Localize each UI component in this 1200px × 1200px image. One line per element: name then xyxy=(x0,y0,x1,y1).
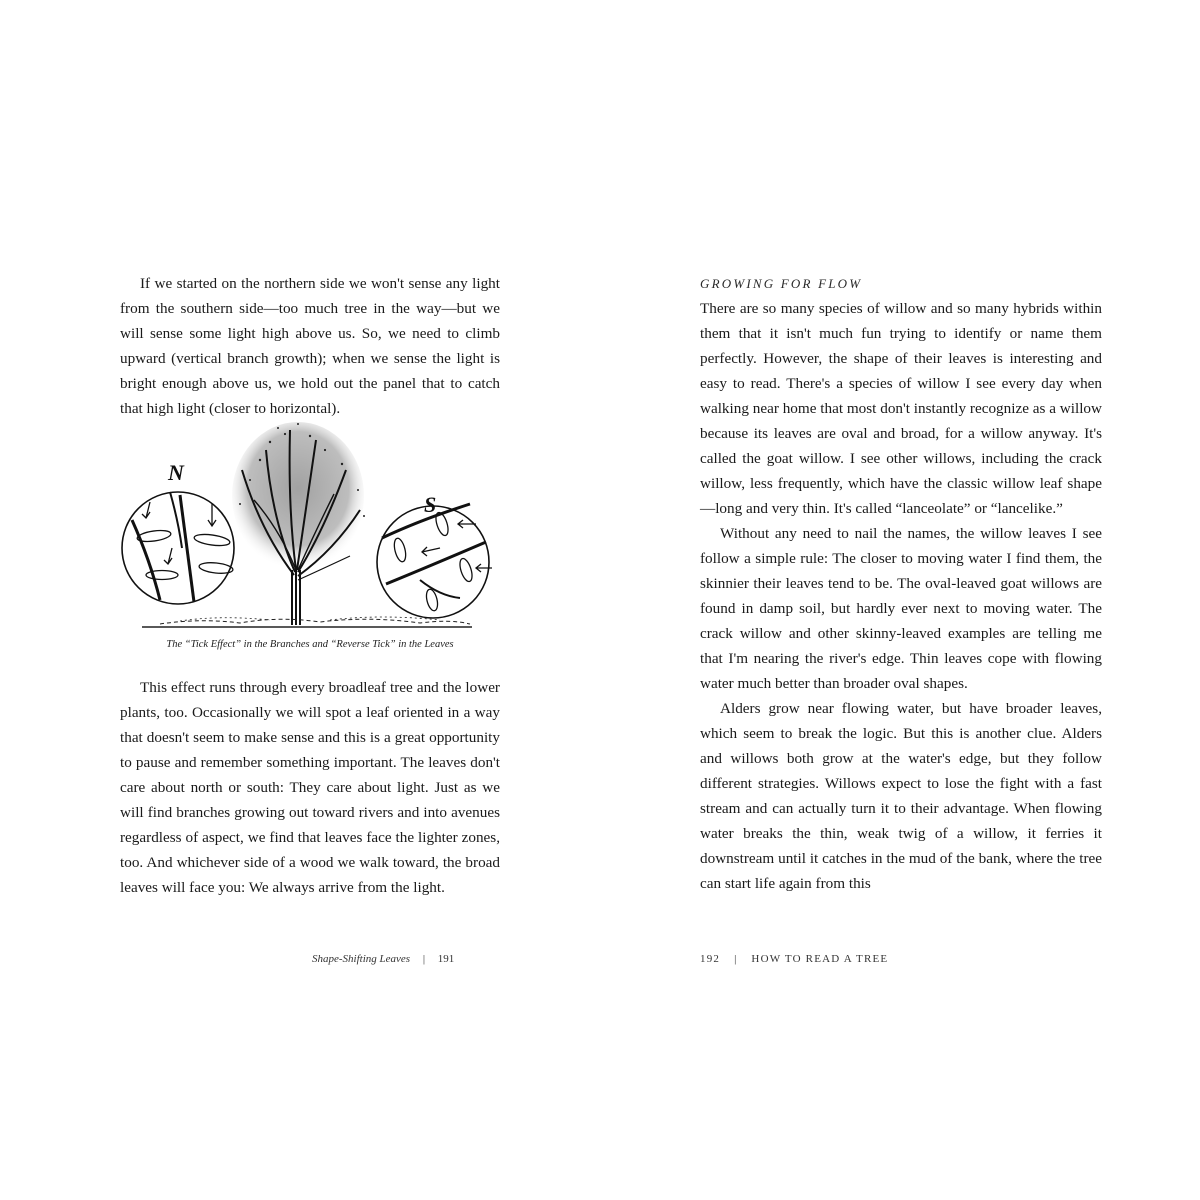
left-page-footer xyxy=(312,953,454,965)
right-paragraph-1: There are so many species of willow and so many hybrids within them that it isn't much fun trying to identify or name them perfectly. However, the shape of their leaves is interesting and easy to read. There's a species of willow I see every day when walking near home that most don't instantly recognize as a willow because its leaves are oval and broad, for a willow anyway. It's called the goat willow. I see other willows, including the crack willow, less frequently, which have the classic willow leaf shape—long and very thin. It's called “lanceolate” or “lancelike.” xyxy=(700,300,1102,517)
south-leaf-circle xyxy=(377,504,492,618)
section-heading: GROWING FOR FLOW xyxy=(700,276,863,291)
left-paragraph-1: If we started on the northern side we won't sense any light from the southern side—too much tree in the way—but we will sense some light high above us. So, we need to climb upward (vertical branch growth); when we sense the light is bright enough above us, we hold out the panel that to catch that high light (closer to horizontal). xyxy=(120,275,500,417)
ground-line xyxy=(142,617,472,627)
south-label: S xyxy=(424,492,437,517)
right-page-footer xyxy=(700,953,888,965)
tree-illustration xyxy=(120,420,500,632)
right-paragraph-3: Alders grow near flowing water, but have broader leaves, which seem to break the logic. But this is another clue. Alders and willows both grow at the water's edge, but they follow different strategies. Willows expect to lose the fight with a fast stream and can actually turn it to their advantage. When flowing water breaks the thin, weak twig of a willow, it ferries it downstream until it catches in the mud of the bank, where the tree can start life again from this xyxy=(700,700,1102,892)
north-label: N xyxy=(168,460,184,485)
right-paragraph-2: Without any need to nail the names, the willow leaves I see follow a simple rule: The closer to moving water I find them, the skinnier their leaves tend to be. The oval-leaved goat willows are found in damp soil, but hardly ever next to moving water. The crack willow and other skinny-leaved examples are telling me that I'm nearing the river's edge. Thin leaves cope with flowing water much better than broader oval shapes. xyxy=(700,525,1102,692)
left-paragraph-2: This effect runs through every broadleaf tree and the lower plants, too. Occasionally we will spot a leaf oriented in a way that doesn't seem to make sense and this is a great opportunity to pause and remember something important. The leaves don't care about north or south: They care about light. Just as we will find branches growing out toward rivers and into avenues regardless of aspect, we find that leaves face the lighter zones, too. And whichever side of a wood we walk toward, the broad leaves will face you: We always arrive from the light. xyxy=(120,679,500,896)
north-leaf-circle xyxy=(122,492,234,604)
tree-drawing xyxy=(232,422,365,625)
right-page-number: 192 xyxy=(700,953,721,965)
right-text-block xyxy=(700,271,1102,896)
figure-caption: The “Tick Effect” in the Branches and “Reverse Tick” in the Leaves xyxy=(166,639,454,650)
left-paragraph-2-block xyxy=(120,675,500,900)
left-page-number: 191 xyxy=(437,953,455,965)
right-running-head: HOW TO READ A TREE xyxy=(751,953,889,965)
tick-effect-figure xyxy=(120,420,500,650)
left-paragraph-1-block xyxy=(120,271,500,421)
left-footer-separator: | xyxy=(422,953,426,965)
left-running-head: Shape-Shifting Leaves xyxy=(312,953,411,965)
right-footer-separator: | xyxy=(734,953,738,965)
